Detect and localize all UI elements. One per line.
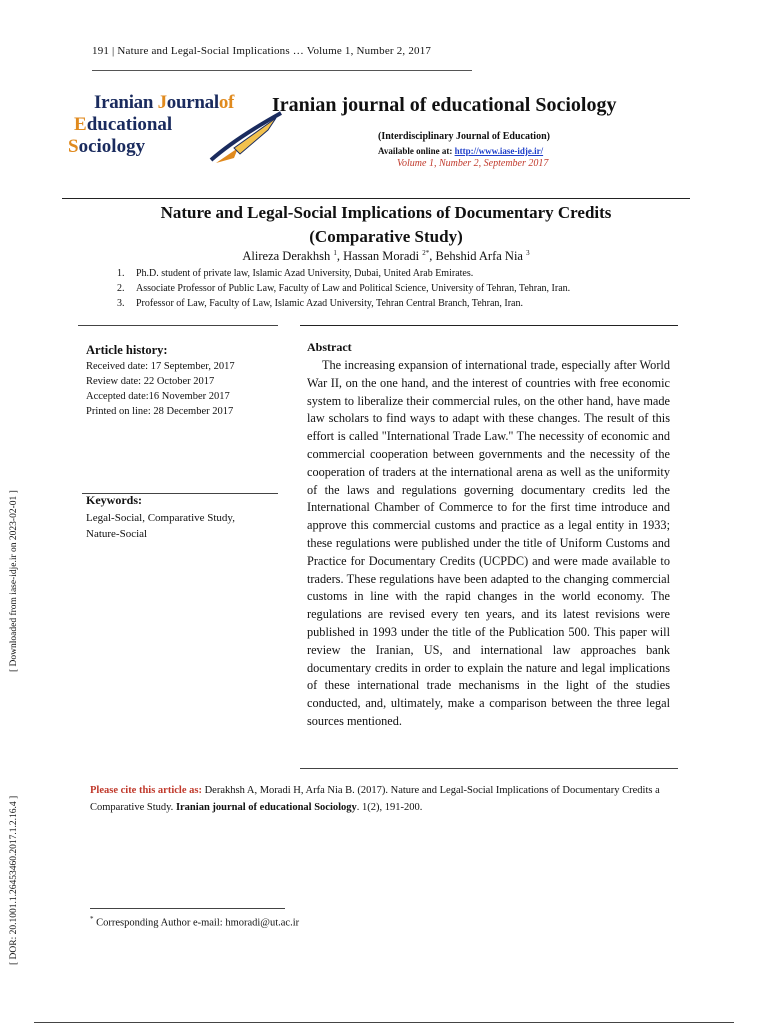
- journal-subtitle: (Interdisciplinary Journal of Education): [378, 131, 550, 142]
- accepted-date: Accepted date:16 November 2017: [86, 391, 230, 402]
- logo-line-1: Iranian Journalof: [94, 92, 235, 113]
- footnote: * Corresponding Author e-mail: hmoradi@ut.ac.ir: [90, 915, 300, 929]
- available-online: Available online at: http://www.iase-idje.ir/: [378, 146, 544, 156]
- info-rule: [78, 325, 278, 326]
- affiliation-3: 3. Professor of Law, Faculty of Law, Islamic Azad University, Tehran Central Branch, Tehran, Iran.: [117, 298, 523, 309]
- paper-title: Nature and Legal-Social Implications of Documentary Credits (Comparative Study): [160, 203, 612, 246]
- bottom-rule: [34, 1022, 734, 1023]
- abstract-heading: Abstract: [307, 340, 352, 354]
- authors: Alireza Derakhsh $^1$, Hassan Moradi $^{2*}$, Behshid Arfa Nia $^3$: [242, 249, 530, 264]
- affiliation-2: 2. Associate Professor of Public Law, Faculty of Law and Political Science, University of Tehran, Tehran, Iran.: [117, 283, 571, 294]
- sidebar-downloaded: [ Downloaded from iase-idje.ir on 2023-02-01 ]: [9, 490, 19, 672]
- journal-url-link[interactable]: http://www.iase-idje.ir/: [454, 146, 544, 156]
- journal-logo: [66, 88, 276, 168]
- article-history-heading: Article history:: [86, 343, 168, 357]
- footnote-rule: [90, 908, 285, 909]
- review-date: Review date: 22 October 2017: [86, 376, 215, 387]
- citation: Please cite this article as: Derakhsh A, Moradi H, Arfa Nia B. (2017). Nature and Legal-Social Implications of Documentary Credits a Comparative Study. Iranian journal of educational Sociology. 1(2), 191-200.: [90, 785, 660, 813]
- keywords-heading: Keywords:: [86, 493, 142, 507]
- affiliation-1: 1. Ph.D. student of private law, Islamic Azad University, Dubai, United Arab Emirates.: [117, 268, 474, 279]
- header-rule: [92, 70, 472, 71]
- volume-info: Volume 1, Number 2, September 2017: [397, 158, 549, 169]
- printed-date: Printed on line: 28 December 2017: [86, 406, 234, 417]
- logo-line-2: Educational: [74, 114, 173, 135]
- journal-title: Iranian journal of educational Sociology: [272, 94, 617, 116]
- keywords-text: Legal-Social, Comparative Study, Nature-Social: [86, 512, 235, 540]
- running-header: 191 | Nature and Legal-Social Implications … Volume 1, Number 2, 2017: [92, 45, 432, 57]
- sidebar-dor: [ DOR: 20.1001.1.26453460.2017.1.2.16.4 ]: [9, 795, 19, 965]
- received-date: Received date: 17 September, 2017: [86, 361, 235, 372]
- pencil-icon: [206, 108, 286, 168]
- abstract-body: The increasing expansion of international trade, especially after World War II, on the one hand, and the interest of countries with free economic system to liberalize their commercial rules, on the other hand, have made law scholars to find ways to adapt with these changes. The result of this effort is called "International Trade Law." The necessity of economic and commercial cooperation between governments and the necessity of the cooperation of traders at the international arena as well as the uniformity of the laws and regulations governing documentary credits led the International Chamber of Commerce to for the first time introduce and approve this commercial customs and practice as a legal entity in 1933; these regulations were published under the title of Uniform Customs and Practice for Documentary Credits (UCPDC) and were made available to traders. These regulations have been adapted to the changing commercial customs in line with the rapid changes in the world economy. The regulations are revised every ten years, and its latest revisions were published in 1993 under the title of the Publication 500. This paper will review the Iranian, US, and international law approaches bank documentary credits in order to explain the nature and legal implications of these international trade mechanisms in the light of the studies conducted, and, ultimately, make a comparison between the three legal sources mentioned.: [307, 358, 670, 728]
- abstract-rule-bottom: [300, 768, 678, 769]
- abstract-rule-top: [300, 325, 678, 326]
- title-rule: [62, 198, 690, 199]
- logo-line-3: Sociology: [68, 136, 146, 157]
